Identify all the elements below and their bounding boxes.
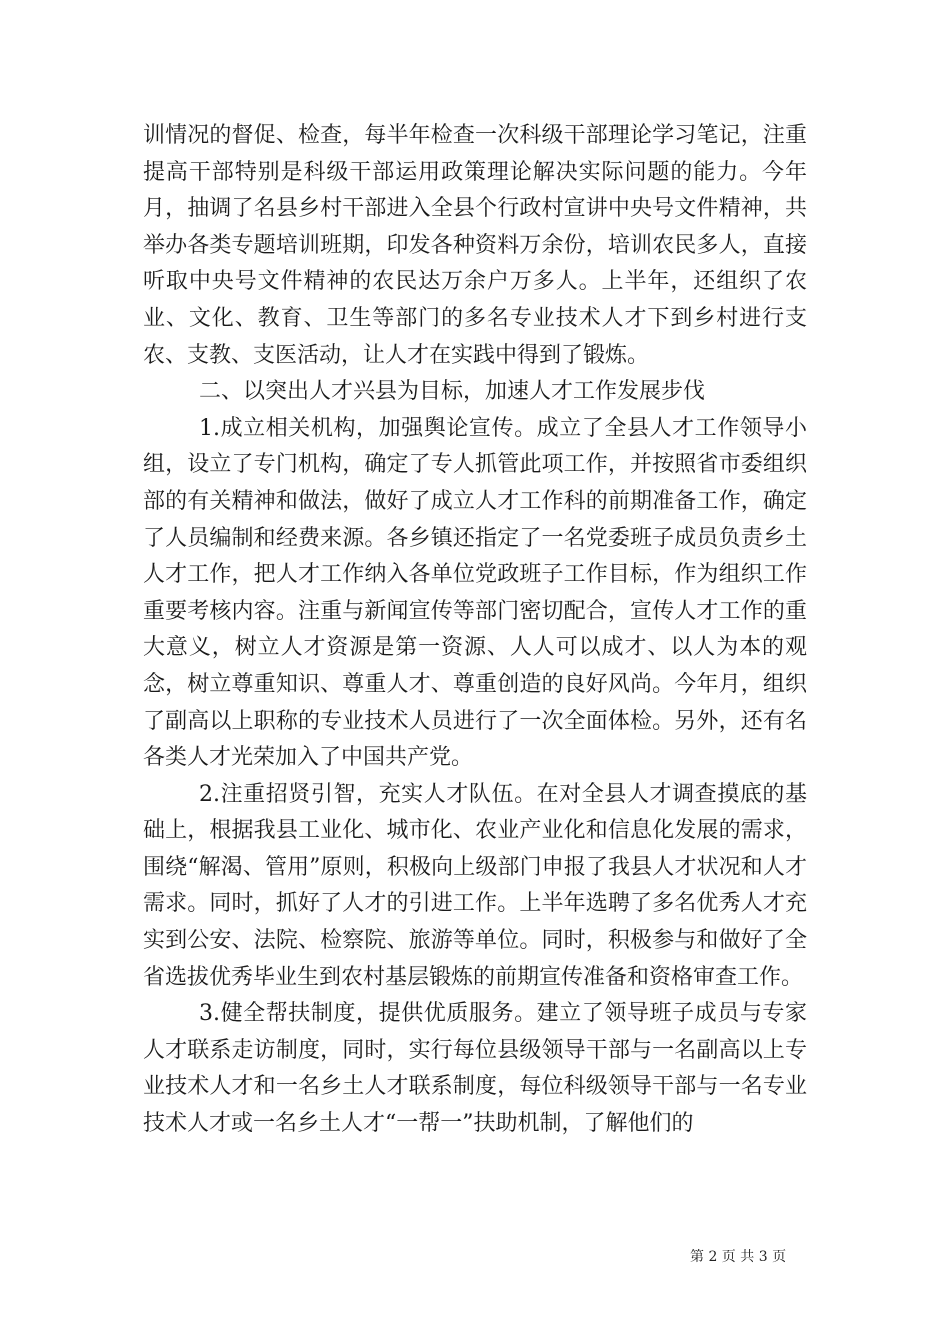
paragraph-item-1: 1.成立相关机构，加强舆论宣传。成立了全县人才工作领导小组，设立了专门机构，确定了专人抓管此项工作，并按照省市委组织部的有关精神和做法，做好了成立人才工作科的前期准备工作，确定了人员编制和经费来源。各乡镇还指定了一名党委班子成员负责乡土人才工作，把人才工作纳入各单位党政班子工作目标，作为组织工作重要考核内容。注重与新闻宣传等部门密切配合，宣传人才工作的重大意义，树立人才资源是第一资源、人人可以成才、以人为本的观念，树立尊重知识、尊重人才、尊重创造的良好风尚。今年月，组织了副高以上职称的专业技术人员进行了一次全面体检。另外，还有名各类人才光荣加入了中国共产党。 bbox=[143, 415, 807, 771]
page-number-footer: 第 2 页 共 3 页 bbox=[690, 1249, 787, 1265]
paragraph-item-2: 2.注重招贤引智，充实人才队伍。在对全县人才调查摸底的基础上，根据我县工业化、城市化、农业产业化和信息化发展的需求，围绕“解渴、管用”原则，积极向上级部门申报了我县人才状况和人才需求。同时，抓好了人才的引进工作。上半年选聘了多名优秀人才充实到公安、法院、检察院、旅游等单位。同时，积极参与和做好了全省选拔优秀毕业生到农村基层锻炼的前期宣传准备和资格审查工作。 bbox=[143, 781, 807, 990]
paragraph-item-3: 3.健全帮扶制度，提供优质服务。建立了领导班子成员与专家人才联系走访制度，同时，实行每位县级领导干部与一名副高以上专业技术人才和一名乡土人才联系制度，每位科级领导干部与一名专业技术人才或一名乡土人才“一帮一”扶助机制，了解他们的 bbox=[143, 1001, 807, 1137]
document-body bbox=[143, 118, 807, 1143]
section-heading: 二、以突出人才兴县为目标，加速人才工作发展步伐 bbox=[199, 379, 706, 405]
paragraph-continued: 训情况的督促、检查，每半年检查一次科级干部理论学习笔记，注重提高干部特别是科级干部运用政策理论解决实际问题的能力。今年月，抽调了名县乡村干部进入全县个行政村宣讲中央号文件精神，共举办各类专题培训班期，印发各种资料万余份，培训农民多人，直接听取中央号文件精神的农民达万余户万多人。上半年，还组织了农业、文化、教育、卫生等部门的多名专业技术人才下到乡村进行支农、支教、支医活动，让人才在实践中得到了锻炼。 bbox=[143, 123, 807, 368]
